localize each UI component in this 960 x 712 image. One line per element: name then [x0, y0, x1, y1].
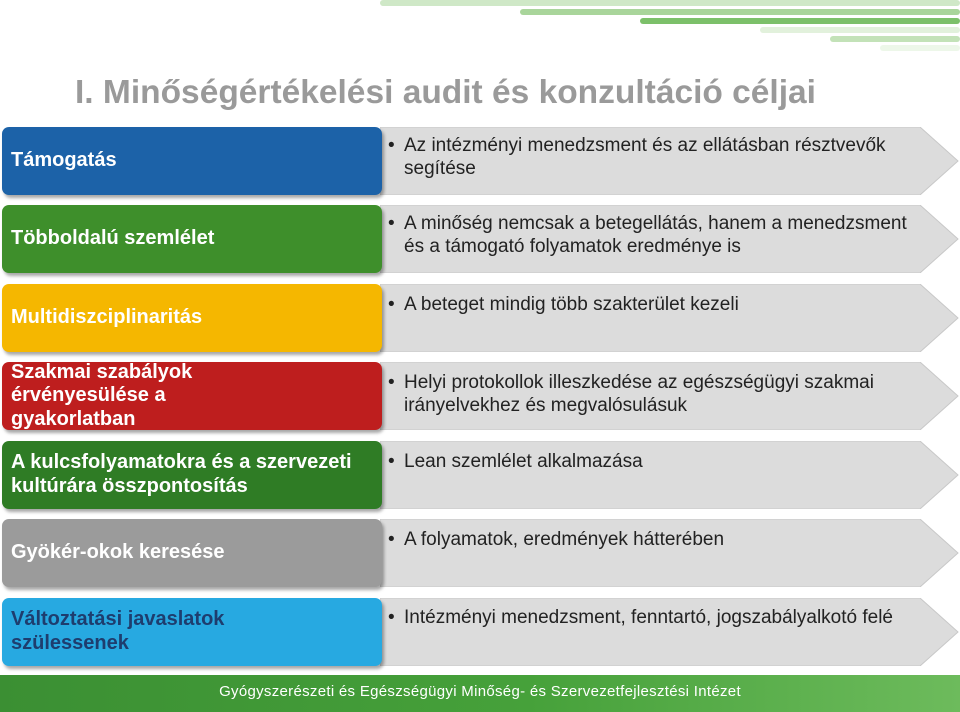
- goal-row-change-proposals: [0, 598, 960, 666]
- bullet-icon: •: [388, 529, 395, 550]
- goal-row-root-causes: [0, 519, 960, 587]
- goal-description: [388, 529, 928, 552]
- goal-row-professional-rules: [0, 362, 960, 430]
- bullet-icon: •: [388, 213, 395, 234]
- description-text: Helyi protokollok illeszkedése az egészségügyi szakmai irányelvekhez és megvalósulásuk: [404, 372, 874, 416]
- bullet-icon: •: [388, 451, 395, 472]
- goal-box: [2, 519, 382, 587]
- description-text: Az intézményi menedzsment és az ellátásban résztvevők segítése: [404, 135, 886, 179]
- page-title: I. Minőségértékelési audit és konzultáció céljai: [75, 74, 816, 111]
- goal-label: A kulcsfolyamatokra és a szervezeti kultúrára összpontosítás: [11, 451, 352, 497]
- goal-label: Gyökér-okok keresése: [11, 541, 225, 564]
- goal-box: [2, 127, 382, 195]
- goal-row-multidisciplinarity: [0, 284, 960, 352]
- bullet-icon: •: [388, 607, 395, 628]
- goal-description: [388, 372, 928, 418]
- bullet-icon: •: [388, 135, 395, 156]
- goal-label: Támogatás: [11, 149, 117, 172]
- description-text: A folyamatok, eredmények hátterében: [404, 529, 725, 550]
- header-decoration: [0, 0, 960, 62]
- bullet-icon: •: [388, 372, 395, 393]
- goal-label: Változtatási javaslatok szülessenek: [11, 608, 225, 654]
- goal-label: Többoldalú szemlélet: [11, 227, 215, 250]
- description-text: A minőség nemcsak a betegellátás, hanem a menedzsment és a támogató folyamatok eredménye is: [404, 213, 907, 257]
- footer-bar: [0, 675, 960, 712]
- goal-description: [388, 294, 928, 317]
- footer-institute-name: Gyógyszerészeti és Egészségügyi Minőség- és Szervezetfejlesztési Intézet: [219, 683, 741, 700]
- goal-description: [388, 135, 928, 181]
- goal-box: [2, 205, 382, 273]
- header-stripe: [640, 18, 960, 24]
- header-stripe: [880, 45, 960, 51]
- goal-description: [388, 607, 928, 630]
- header-stripe: [760, 27, 960, 33]
- bullet-icon: •: [388, 294, 395, 315]
- goal-box: [2, 284, 382, 352]
- goal-box: [2, 362, 382, 430]
- goal-description: [388, 451, 928, 474]
- goal-box: [2, 441, 382, 509]
- description-text: A beteget mindig több szakterület kezeli: [404, 294, 739, 315]
- description-text: Intézményi menedzsment, fenntartó, jogszabályalkotó felé: [404, 607, 893, 628]
- header-stripe: [830, 36, 960, 42]
- goal-box: [2, 598, 382, 666]
- header-stripe: [380, 0, 960, 6]
- goal-row-key-processes: [0, 441, 960, 509]
- goal-row-multilateral-view: [0, 205, 960, 273]
- goal-label: Szakmai szabályok érvényesülése a gyakorlatban: [11, 360, 193, 430]
- goal-description: [388, 213, 928, 259]
- header-stripe: [520, 9, 960, 15]
- goal-label: Multidiszciplinaritás: [11, 306, 203, 329]
- goal-row-support: [0, 127, 960, 195]
- description-text: Lean szemlélet alkalmazása: [404, 451, 643, 472]
